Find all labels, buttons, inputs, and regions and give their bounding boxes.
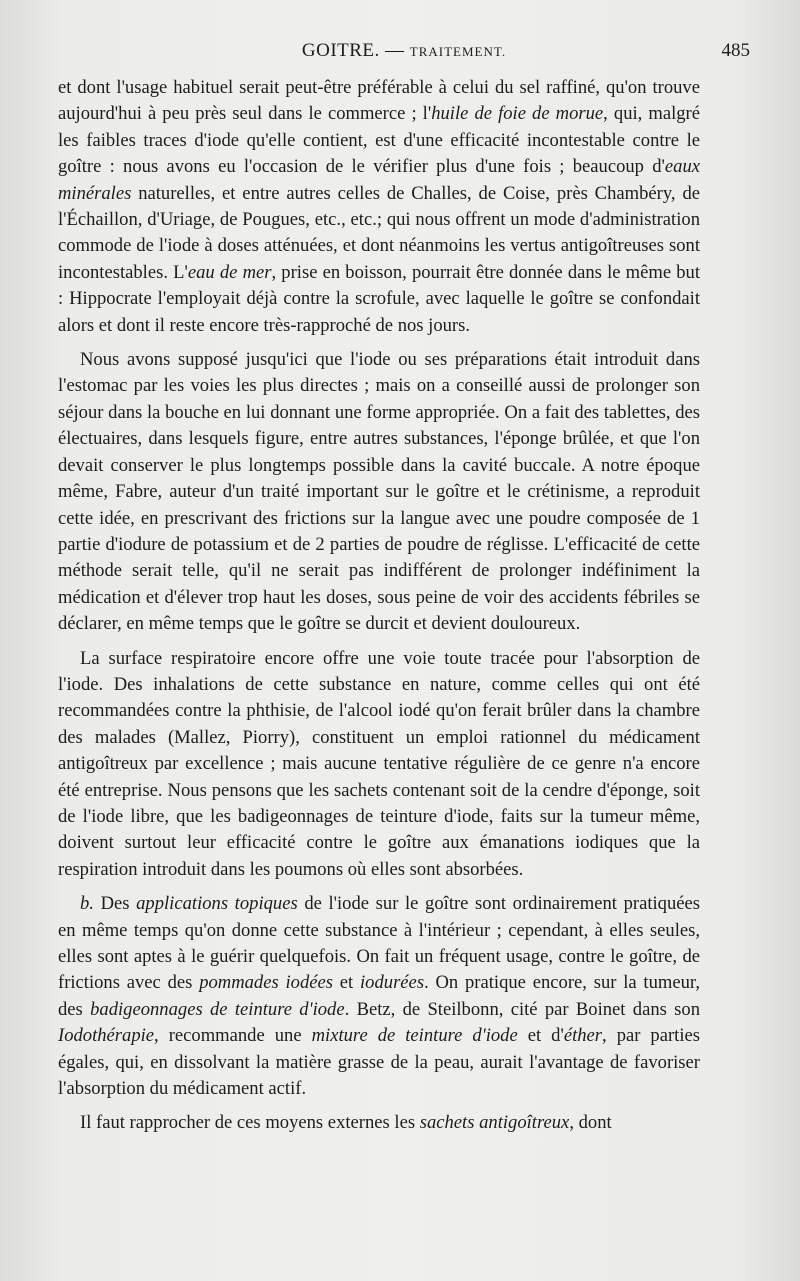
paragraph: [58, 646, 700, 884]
italic-text: sachets antigoîtreux: [419, 1112, 570, 1134]
paragraph: [58, 1110, 700, 1136]
italic-text: Iodothérapie: [58, 1025, 155, 1047]
italic-text: pommades iodées: [199, 972, 334, 994]
text-run: et dont l'usage habituel serait peut-être préférable à celui du sel raffiné, qu'on trouve aujourd'hui à peu près seul dans le commerce ; l': [58, 77, 700, 125]
text-run: Nous avons supposé jusqu'ici que l'iode ou ses préparations était introduit dans l'estomac par les voies les plus directes ; mais on a conseillé aussi de prolonger son séjour dans la bouche en lui donnant une forme appropriée. On a fait des tablettes, des électuaires, dans lesquels figure, entre autres substances, l'éponge brûlée, et que l'on devait conserver le plus longtemps possible dans la cavité buccale. A notre époque même, Fabre, auteur d'un traité important sur le goître et le crétinisme, a reproduit cette idée, en prescrivant des frictions sur la langue avec une poudre composée de 1 partie d'iodure de potassium et de 2 parties de poudre de réglisse. L'efficacité de cette méthode serait telle, qu'il ne serait pas indifférent de prolonger indéfiniment la médication et d'élever trop haut les doses, sous peine de voir des accidents fébriles se déclarer, en même temps que le goître se durcit et devient douloureux.: [58, 349, 700, 635]
body-text: [58, 75, 700, 1145]
italic-text: mixture de teinture d'iode: [311, 1025, 518, 1047]
running-title: [58, 40, 750, 62]
paragraph: [58, 75, 700, 339]
running-header: [58, 40, 750, 74]
text-run: et: [333, 972, 361, 994]
text-run: , par parties égales, qui, en dissolvant la matière grasse de la peau, aurait l'avantage de favoriser l'absorption du médicament actif.: [58, 1025, 700, 1100]
text-run: Des: [93, 893, 137, 915]
italic-text: eau de mer: [187, 261, 272, 283]
text-run: . On pratique encore, sur la tumeur, des: [58, 972, 700, 1020]
italic-text: éther: [563, 1025, 603, 1047]
text-run: Il faut rapprocher de ces moyens externes les: [80, 1112, 420, 1134]
italic-text: badigeonnages de teinture d'iode: [90, 998, 345, 1020]
italic-text: iodurées: [360, 972, 425, 994]
italic-text: applications topiques: [136, 893, 298, 915]
text-run: naturelles, et entre autres celles de Challes, de Coise, près Chambéry, de l'Échaillon, d'Uriage, de Pougues, etc., etc.; qui nous offrent un mode d'administration commode de l'iode à doses atténuées, et dont néanmoins les vertus antigoîtreuses sont incontestables. L': [58, 182, 700, 283]
paragraph: [58, 891, 700, 1102]
chapter-title: GOITRE.: [301, 40, 380, 61]
paragraph: [58, 347, 700, 637]
text-run: , prise en boisson, pourrait être donnée dans le même but : Hippocrate l'employait déjà contre la scrofule, avec laquelle le goître se confondait alors et dont il reste encore très-rapproché de nos jours.: [58, 261, 700, 336]
italic-text: huile de foie de morue: [431, 103, 604, 125]
italic-text: eaux minérales: [58, 156, 700, 204]
text-run: , dont: [569, 1112, 612, 1134]
text-run: La surface respiratoire encore offre une voie toute tracée pour l'absorption de l'iode. Des inhalations de cette substance en nature, comme celles qui ont été recommandées contre la phthisie, de l'alcool iodé qu'on ferait brûler dans la chambre des malades (Mallez, Piorry), constituent un emploi rationnel du médicament antigoîtreux par excellence ; mais aucune tentative régulière de ce genre n'a encore été entreprise. Nous pensons que les sachets contenant soit de la cendre d'éponge, soit de l'iode libre, que les badigeonnages de teinture d'iode, faits sur la tumeur même, doivent surtout leur efficacité contre le goître aux émanations iodiques que la respiration introduit dans les poumons où elles sont absorbées.: [58, 647, 700, 880]
section-title: TRAITEMENT.: [409, 44, 507, 59]
text-run: de l'iode sur le goître sont ordinairement pratiquées en même temps qu'on donne cette substance à l'intérieur ; cependant, à elles seules, elles sont aptes à le guérir quelquefois. On fait un fréquent usage, contre le goître, de frictions avec des: [58, 893, 700, 994]
page-number: 485: [721, 40, 750, 61]
text-run: , recommande une: [154, 1025, 312, 1047]
italic-text: b.: [80, 893, 94, 915]
text-run: , qui, malgré les faibles traces d'iode qu'elle contient, est d'une efficacité incontestable contre le goître : nous avons eu l'occasion de le vérifier plus d'une fois ; beaucoup d': [58, 103, 700, 178]
title-separator: —: [385, 40, 405, 61]
text-run: . Betz, de Steilbonn, cité par Boinet dans son: [344, 998, 701, 1020]
text-run: et d': [517, 1025, 564, 1047]
